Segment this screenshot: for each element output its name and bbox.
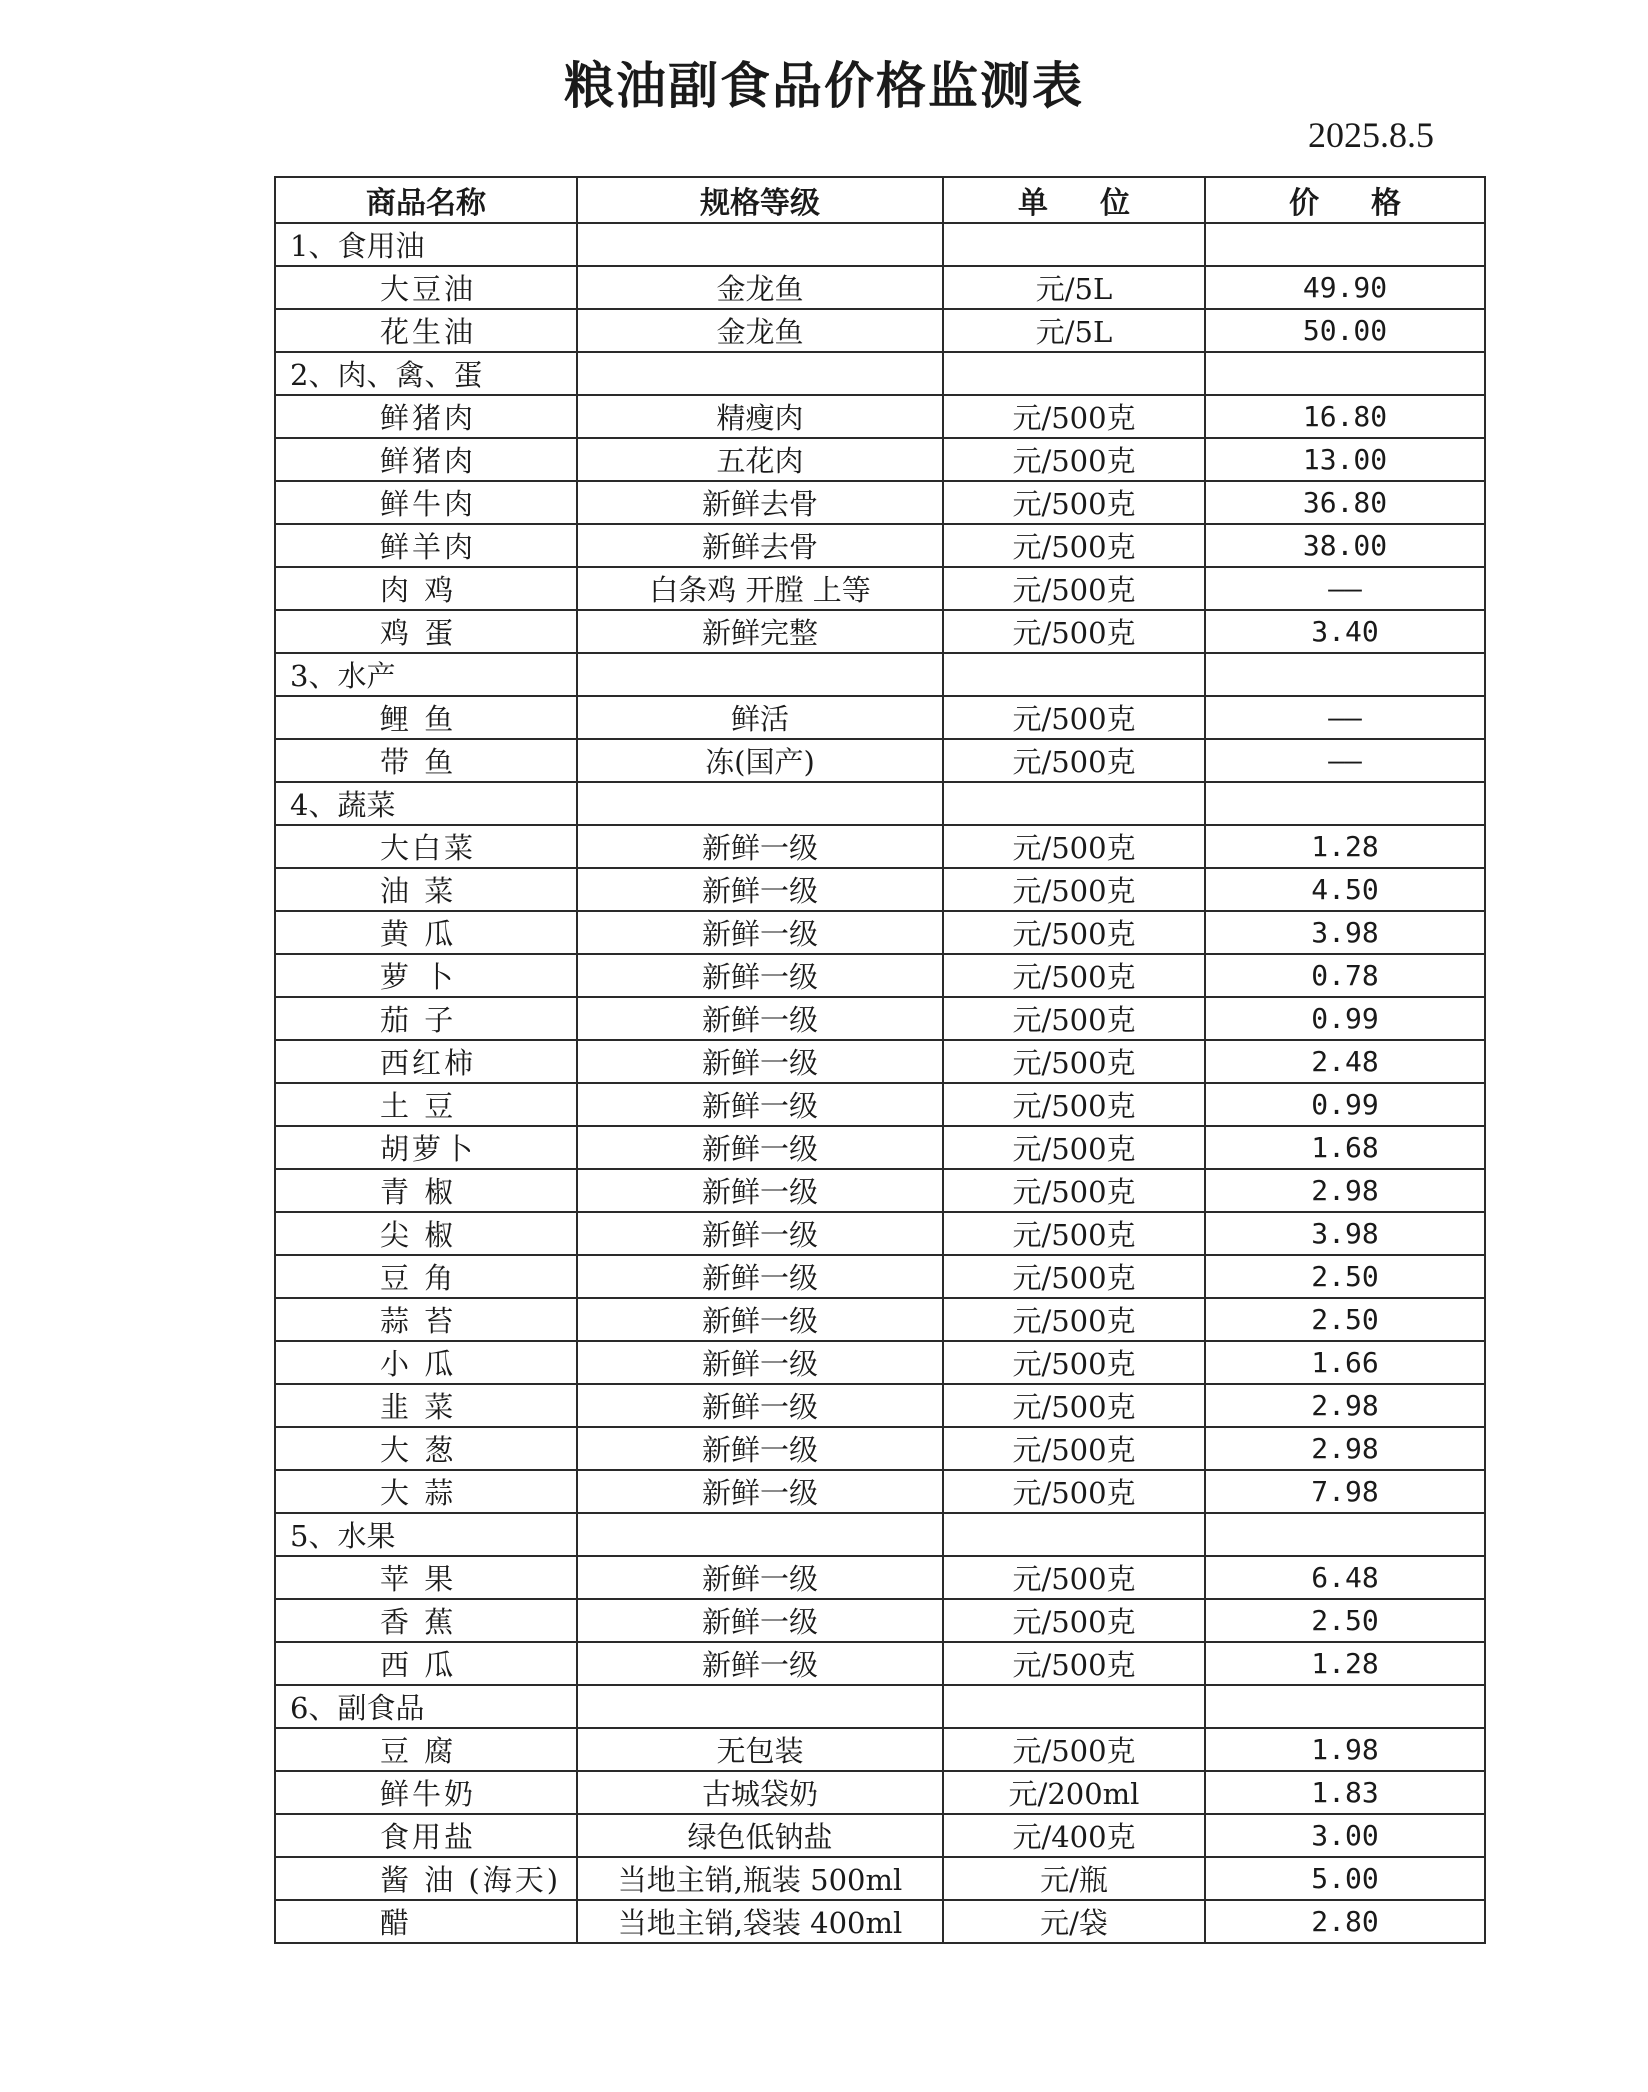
item-name: 大豆油 (275, 266, 577, 309)
item-name: 带 鱼 (275, 739, 577, 782)
item-name: 肉 鸡 (275, 567, 577, 610)
report-date: 2025.8.5 (1308, 115, 1434, 155)
item-name: 鲤 鱼 (275, 696, 577, 739)
table-row (275, 524, 1485, 567)
table-row (275, 1169, 1485, 1212)
item-price: 13.00 (1205, 438, 1485, 481)
item-unit: 元/500克 (943, 395, 1205, 438)
empty-cell (943, 352, 1205, 395)
item-price: 0.99 (1205, 1083, 1485, 1126)
category-row (275, 352, 1485, 395)
category-row (275, 223, 1485, 266)
header-unit: 单位 (943, 177, 1205, 223)
empty-cell (1205, 352, 1485, 395)
item-unit: 元/500克 (943, 868, 1205, 911)
item-unit: 元/500克 (943, 1556, 1205, 1599)
empty-cell (577, 653, 943, 696)
table-row (275, 1040, 1485, 1083)
item-unit: 元/200ml (943, 1771, 1205, 1814)
item-name: 蒜 苔 (275, 1298, 577, 1341)
item-spec: 古城袋奶 (577, 1771, 943, 1814)
empty-cell (943, 782, 1205, 825)
item-spec: 当地主销,袋装 400ml (577, 1900, 943, 1943)
table-row (275, 610, 1485, 653)
item-name: 黄 瓜 (275, 911, 577, 954)
item-price: 1.98 (1205, 1728, 1485, 1771)
item-price: 6.48 (1205, 1556, 1485, 1599)
item-price: 2.80 (1205, 1900, 1485, 1943)
item-unit: 元/500克 (943, 825, 1205, 868)
table-row (275, 1857, 1485, 1900)
category-label: 2、肉、禽、蛋 (275, 352, 577, 395)
item-name: 青 椒 (275, 1169, 577, 1212)
item-unit: 元/500克 (943, 696, 1205, 739)
table-row (275, 1341, 1485, 1384)
category-label: 1、食用油 (275, 223, 577, 266)
item-name: 大白菜 (275, 825, 577, 868)
item-spec: 当地主销,瓶装 500ml (577, 1857, 943, 1900)
table-row (275, 1599, 1485, 1642)
empty-cell (577, 352, 943, 395)
item-spec: 五花肉 (577, 438, 943, 481)
empty-cell (943, 653, 1205, 696)
item-name: 鲜牛肉 (275, 481, 577, 524)
item-unit: 元/500克 (943, 610, 1205, 653)
item-name: 食用盐 (275, 1814, 577, 1857)
item-unit: 元/5L (943, 266, 1205, 309)
item-name: 尖 椒 (275, 1212, 577, 1255)
item-spec: 新鲜一级 (577, 1255, 943, 1298)
empty-cell (577, 782, 943, 825)
item-unit: 元/500克 (943, 481, 1205, 524)
item-spec: 精瘦肉 (577, 395, 943, 438)
item-name: 醋 (275, 1900, 577, 1943)
empty-cell (577, 1685, 943, 1728)
item-unit: 元/500克 (943, 1040, 1205, 1083)
empty-cell (943, 223, 1205, 266)
item-unit: 元/500克 (943, 1255, 1205, 1298)
table-row (275, 1083, 1485, 1126)
item-name: 豆 腐 (275, 1728, 577, 1771)
item-unit: 元/500克 (943, 567, 1205, 610)
table-row (275, 481, 1485, 524)
category-row (275, 653, 1485, 696)
item-price: 0.99 (1205, 997, 1485, 1040)
item-name: 酱 油 (海天) (275, 1857, 577, 1900)
item-spec: 新鲜一级 (577, 1298, 943, 1341)
item-name: 土 豆 (275, 1083, 577, 1126)
category-label: 6、副食品 (275, 1685, 577, 1728)
item-name: 油 菜 (275, 868, 577, 911)
item-spec: 新鲜去骨 (577, 524, 943, 567)
item-unit: 元/500克 (943, 954, 1205, 997)
item-spec: 新鲜一级 (577, 868, 943, 911)
table-row (275, 438, 1485, 481)
item-unit: 元/500克 (943, 997, 1205, 1040)
item-name: 茄 子 (275, 997, 577, 1040)
item-unit: 元/500克 (943, 1642, 1205, 1685)
item-unit: 元/500克 (943, 524, 1205, 567)
table-row (275, 1900, 1485, 1943)
table-row (275, 1556, 1485, 1599)
item-price: 1.28 (1205, 825, 1485, 868)
empty-cell (943, 1685, 1205, 1728)
item-price: 2.98 (1205, 1169, 1485, 1212)
item-name: 鲜猪肉 (275, 395, 577, 438)
item-unit: 元/400克 (943, 1814, 1205, 1857)
table-row (275, 1728, 1485, 1771)
table-row (275, 1298, 1485, 1341)
item-name: 小 瓜 (275, 1341, 577, 1384)
item-name: 香 蕉 (275, 1599, 577, 1642)
item-price: 7.98 (1205, 1470, 1485, 1513)
item-name: 鸡 蛋 (275, 610, 577, 653)
item-spec: 新鲜一级 (577, 1427, 943, 1470)
item-unit: 元/500克 (943, 739, 1205, 782)
item-price: 3.40 (1205, 610, 1485, 653)
item-spec: 新鲜一级 (577, 1212, 943, 1255)
item-name: 大 葱 (275, 1427, 577, 1470)
category-row (275, 1685, 1485, 1728)
item-spec: 冻(国产) (577, 739, 943, 782)
item-price: 2.50 (1205, 1599, 1485, 1642)
empty-cell (577, 223, 943, 266)
item-price: 38.00 (1205, 524, 1485, 567)
item-unit: 元/500克 (943, 1427, 1205, 1470)
item-price: 1.83 (1205, 1771, 1485, 1814)
table-row (275, 1212, 1485, 1255)
item-spec: 新鲜一级 (577, 954, 943, 997)
category-row (275, 782, 1485, 825)
item-spec: 绿色低钠盐 (577, 1814, 943, 1857)
header-spec: 规格等级 (577, 177, 943, 223)
item-unit: 元/5L (943, 309, 1205, 352)
item-unit: 元/500克 (943, 1384, 1205, 1427)
empty-cell (1205, 1513, 1485, 1556)
item-name: 花生油 (275, 309, 577, 352)
category-label: 4、蔬菜 (275, 782, 577, 825)
price-table (274, 176, 1486, 1944)
page-title: 粮油副食品价格监测表 (564, 57, 1084, 115)
table-row (275, 1470, 1485, 1513)
item-unit: 元/500克 (943, 1728, 1205, 1771)
item-spec: 新鲜一级 (577, 1556, 943, 1599)
table-row (275, 1771, 1485, 1814)
item-spec: 新鲜一级 (577, 1470, 943, 1513)
item-unit: 元/500克 (943, 1212, 1205, 1255)
table-row (275, 1384, 1485, 1427)
header-name: 商品名称 (275, 177, 577, 223)
item-price: —— (1205, 567, 1485, 610)
table-row (275, 266, 1485, 309)
category-row (275, 1513, 1485, 1556)
item-unit: 元/500克 (943, 1083, 1205, 1126)
item-price: 4.50 (1205, 868, 1485, 911)
item-name: 大 蒜 (275, 1470, 577, 1513)
item-spec: 新鲜一级 (577, 1599, 943, 1642)
table-row (275, 1427, 1485, 1470)
empty-cell (1205, 223, 1485, 266)
item-price: 3.00 (1205, 1814, 1485, 1857)
item-spec: 金龙鱼 (577, 309, 943, 352)
item-spec: 新鲜一级 (577, 1642, 943, 1685)
item-spec: 新鲜一级 (577, 1126, 943, 1169)
item-unit: 元/500克 (943, 1599, 1205, 1642)
table-row (275, 868, 1485, 911)
item-spec: 新鲜一级 (577, 997, 943, 1040)
item-spec: 新鲜一级 (577, 911, 943, 954)
table-row (275, 696, 1485, 739)
empty-cell (577, 1513, 943, 1556)
item-spec: 金龙鱼 (577, 266, 943, 309)
item-price: 3.98 (1205, 1212, 1485, 1255)
table-row (275, 1126, 1485, 1169)
item-price: 49.90 (1205, 266, 1485, 309)
item-spec: 新鲜一级 (577, 1384, 943, 1427)
item-name: 苹 果 (275, 1556, 577, 1599)
item-spec: 新鲜一级 (577, 1040, 943, 1083)
item-price: 50.00 (1205, 309, 1485, 352)
item-unit: 元/袋 (943, 1900, 1205, 1943)
item-price: 36.80 (1205, 481, 1485, 524)
item-name: 豆 角 (275, 1255, 577, 1298)
item-unit: 元/500克 (943, 1298, 1205, 1341)
item-name: 鲜猪肉 (275, 438, 577, 481)
empty-cell (943, 1513, 1205, 1556)
item-unit: 元/500克 (943, 1126, 1205, 1169)
item-name: 萝 卜 (275, 954, 577, 997)
table-row (275, 567, 1485, 610)
category-label: 3、水产 (275, 653, 577, 696)
item-spec: 新鲜一级 (577, 1341, 943, 1384)
item-name: 西 瓜 (275, 1642, 577, 1685)
item-unit: 元/500克 (943, 1341, 1205, 1384)
item-price: 5.00 (1205, 1857, 1485, 1900)
item-price: 3.98 (1205, 911, 1485, 954)
item-name: 胡萝卜 (275, 1126, 577, 1169)
item-spec: 新鲜一级 (577, 1169, 943, 1212)
item-name: 鲜羊肉 (275, 524, 577, 567)
empty-cell (1205, 653, 1485, 696)
table-row (275, 395, 1485, 438)
item-price: 16.80 (1205, 395, 1485, 438)
table-row (275, 825, 1485, 868)
table-row (275, 739, 1485, 782)
item-price: 1.28 (1205, 1642, 1485, 1685)
item-unit: 元/500克 (943, 1169, 1205, 1212)
empty-cell (1205, 782, 1485, 825)
item-name: 鲜牛奶 (275, 1771, 577, 1814)
header-price: 价格 (1205, 177, 1485, 223)
empty-cell (1205, 1685, 1485, 1728)
item-unit: 元/500克 (943, 438, 1205, 481)
item-price: 1.66 (1205, 1341, 1485, 1384)
item-unit: 元/500克 (943, 1470, 1205, 1513)
table-row (275, 954, 1485, 997)
item-spec: 鲜活 (577, 696, 943, 739)
table-row (275, 1814, 1485, 1857)
table-row (275, 997, 1485, 1040)
table-header-row (275, 177, 1485, 223)
item-price: 2.50 (1205, 1255, 1485, 1298)
item-spec: 新鲜去骨 (577, 481, 943, 524)
item-spec: 新鲜一级 (577, 825, 943, 868)
item-price: —— (1205, 696, 1485, 739)
item-unit: 元/500克 (943, 911, 1205, 954)
item-price: 1.68 (1205, 1126, 1485, 1169)
table-row (275, 1642, 1485, 1685)
item-spec: 白条鸡 开膛 上等 (577, 567, 943, 610)
table-body (275, 223, 1485, 1943)
table-row (275, 309, 1485, 352)
item-price: 2.98 (1205, 1384, 1485, 1427)
table-row (275, 911, 1485, 954)
item-spec: 新鲜一级 (577, 1083, 943, 1126)
item-price: —— (1205, 739, 1485, 782)
category-label: 5、水果 (275, 1513, 577, 1556)
item-price: 2.98 (1205, 1427, 1485, 1470)
item-name: 西红柿 (275, 1040, 577, 1083)
item-price: 2.48 (1205, 1040, 1485, 1083)
item-name: 韭 菜 (275, 1384, 577, 1427)
item-price: 0.78 (1205, 954, 1485, 997)
table-row (275, 1255, 1485, 1298)
item-spec: 无包装 (577, 1728, 943, 1771)
item-unit: 元/瓶 (943, 1857, 1205, 1900)
item-price: 2.50 (1205, 1298, 1485, 1341)
item-spec: 新鲜完整 (577, 610, 943, 653)
